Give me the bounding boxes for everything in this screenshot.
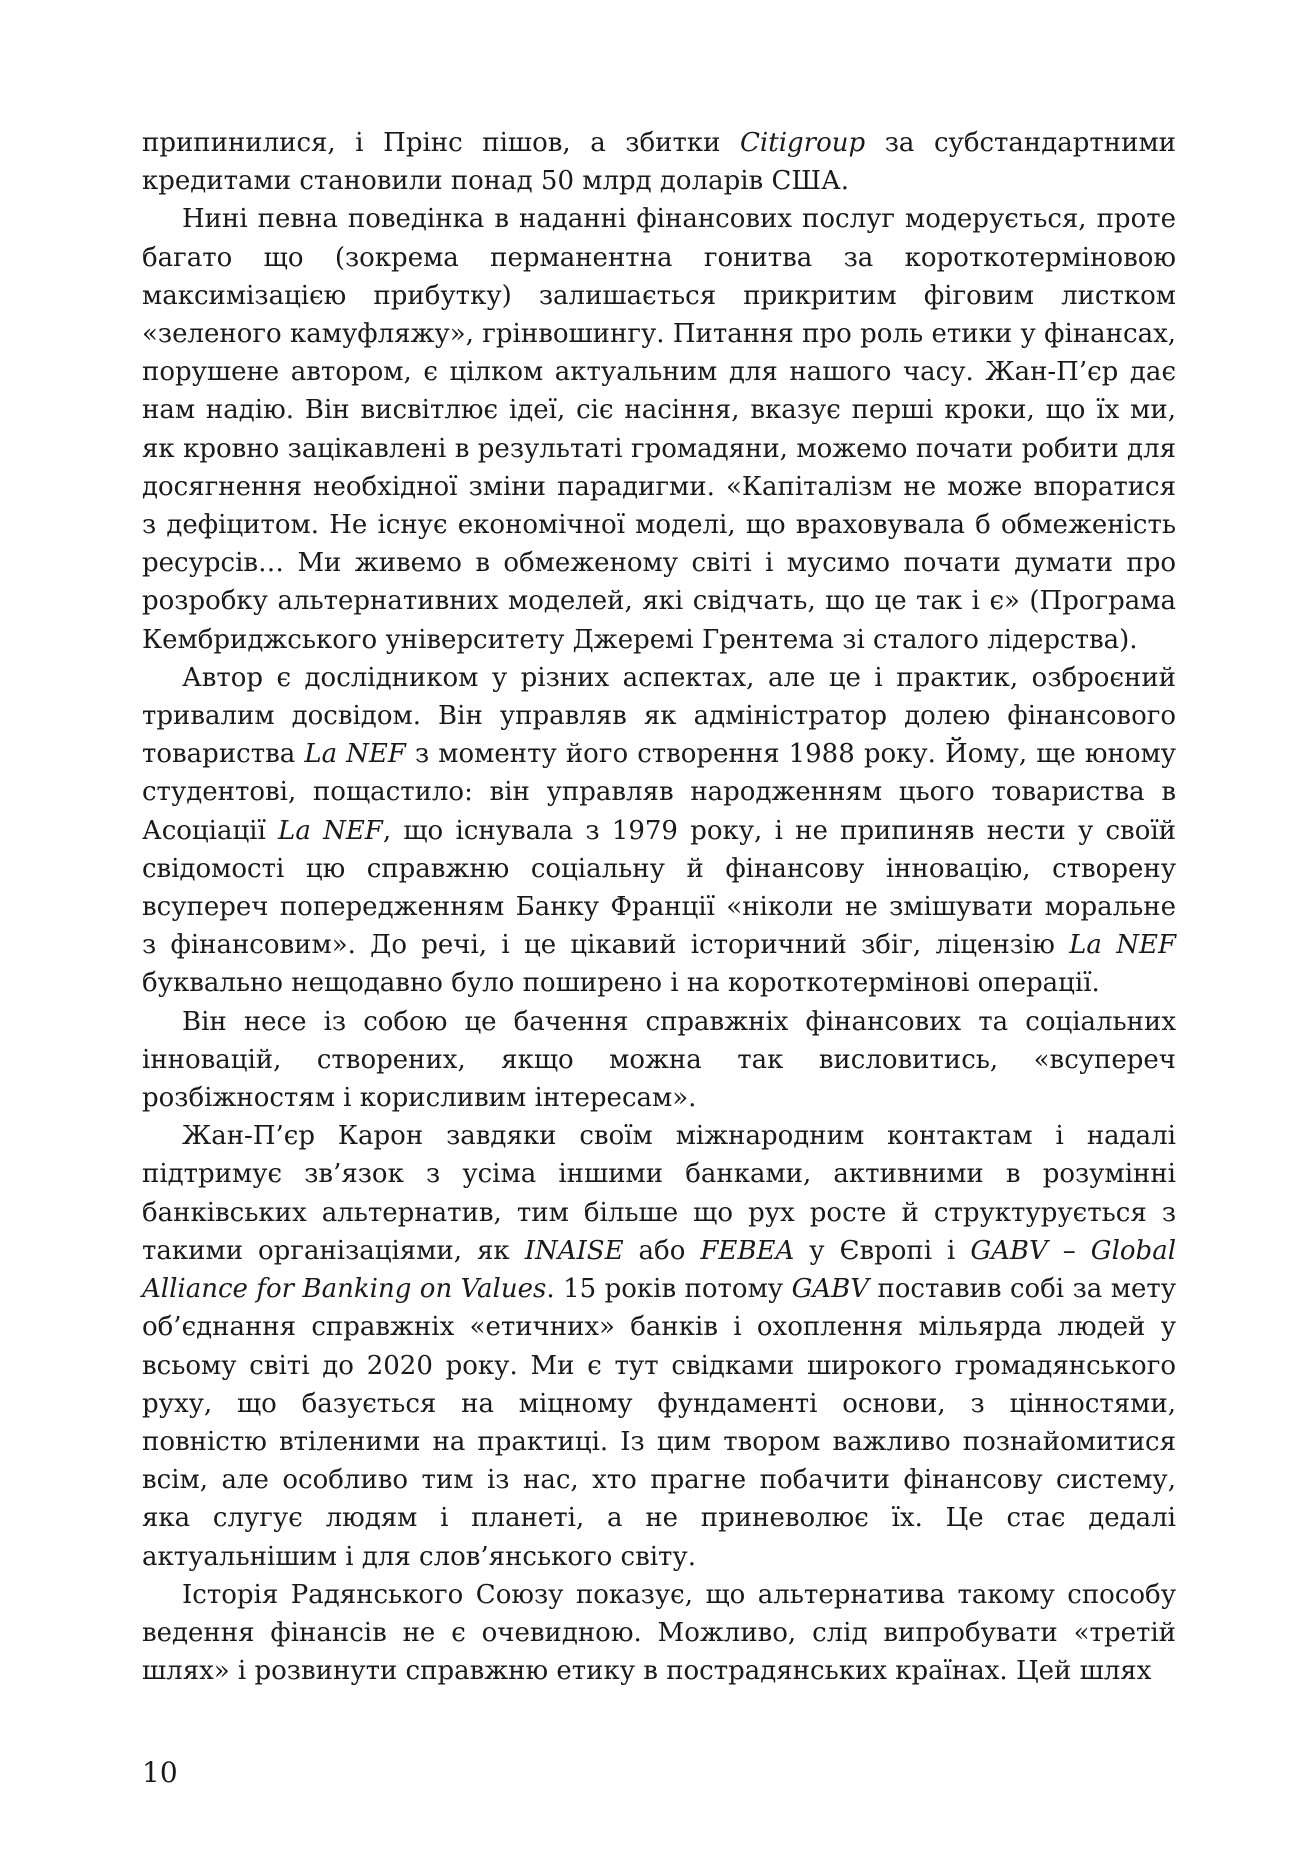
italic-term: Citigroup — [740, 128, 866, 158]
paragraph — [142, 124, 1176, 200]
paragraph — [142, 1576, 1176, 1691]
text-run: . 15 років потому — [546, 1274, 792, 1305]
text-run: з моменту його створення 1988 року. Йому, ще юному студентові, пощастило: він управляв народженням цього товариства в Асоціації — [142, 739, 1176, 846]
paragraph — [142, 1117, 1176, 1575]
text-run: за субстандартними кредитами становили понад 50 млрд доларів США. — [142, 128, 1177, 197]
paragraph — [142, 200, 1176, 658]
text-run: Він несе із собою це бачення справжніх фінансових та соціальних інновацій, створених, якщо можна так висловитись, «всупереч розбіжностям і корисливим інтересам». — [142, 1006, 1176, 1114]
text-run: припинилися, і Прінс пішов, а збитки — [142, 128, 741, 158]
text-run: буквально нещодавно було поширено і на короткотермінові операції. — [142, 968, 1100, 999]
paragraph — [142, 1003, 1176, 1118]
text-run: у Європі і — [794, 1235, 971, 1266]
italic-term: La NEF — [1069, 930, 1176, 961]
text-run: Жан-П’єр Карон завдяки своїм міжнародним контактам і надалі підтримує зв’язок з усіма іншими банками, активними в розумінні банківських альтернатив, тим більше що рух росте й структурується з такими організаціями, як — [142, 1121, 1176, 1266]
italic-term: La NEF — [304, 739, 406, 770]
text-run: Історія Радянського Союзу показує, що альтернатива такому способу ведення фінансів не є очевидною. Можливо, слід випробувати «третій шлях» і розвинути справжню етику в пострадянських країнах. Цей шлях — [142, 1579, 1176, 1687]
text-run: Автор є дослідником у різних аспектах, але це і практик, озброєний тривалим досвідом. Він управляв як адміністратор долею фінансового товариства — [142, 662, 1176, 770]
text-run: поставив собі за мету об’єднання справжніх «етичних» банків і охоплення мільярда людей у всьому світі до 2020 року. Ми є тут свідками широкого громадянського руху, що базується на міцному фундаменті основи, з цінностями, повністю втіленими на практиці. Із цим твором важливо познайомитися всім, але особливо тим із нас, хто прагне побачити фінансову систему, яка слугує людям і планеті, а не приневолює їх. Це стає дедалі актуальнішим і для слов’янського світу. — [142, 1274, 1177, 1572]
italic-term: FEBEA — [700, 1235, 795, 1266]
body-text — [142, 124, 1176, 1690]
text-run: Нині певна поведінка в наданні фінансових послуг модерується, проте багато що (зокрема перманентна гонитва за короткотерміновою максимізацією прибутку) залишається прикритим фіговим листком «зеленого камуфляжу», грінвошингу. Питання про роль етики у фінансах, порушене автором, є цілком актуальним для нашого часу. Жан-П’єр дає нам надію. Він висвітлює ідеї, сіє насіння, вказує перші кроки, що їх ми, як кровно зацікавлені в результаті громадяни, можемо почати робити для досягнення необхідної зміни парадигми. «Капіталізм не може впоратися з дефіцитом. Не існує економічної моделі, що враховувала б обмеженість ресурсів… Ми живемо в обмеженому світі і мусимо почати думати про розробку альтернативних моделей, які свідчать, що це так і є» (Програма Кембриджського університету Джеремі Грентема зі сталого лідерства). — [142, 204, 1176, 655]
italic-term: GABV — [791, 1274, 869, 1305]
italic-term: La NEF — [278, 815, 383, 846]
text-run: або — [623, 1235, 701, 1266]
italic-term: INAISE — [524, 1235, 624, 1266]
paragraph — [142, 659, 1176, 1003]
text-run: , що існувала з 1979 року, і не припиняв нести у своїй свідомості цю справжню соціальну й фінансову інновацію, створену всупереч попередженням Банку Франції «ніколи не змішувати моральне з фінансовим». До речі, і це цікавий історичний збіг, ліцензію — [142, 815, 1176, 961]
italic-term: GABV – Global Alliance for Banking on Values — [142, 1235, 1177, 1305]
page-number: 10 — [142, 1756, 178, 1789]
